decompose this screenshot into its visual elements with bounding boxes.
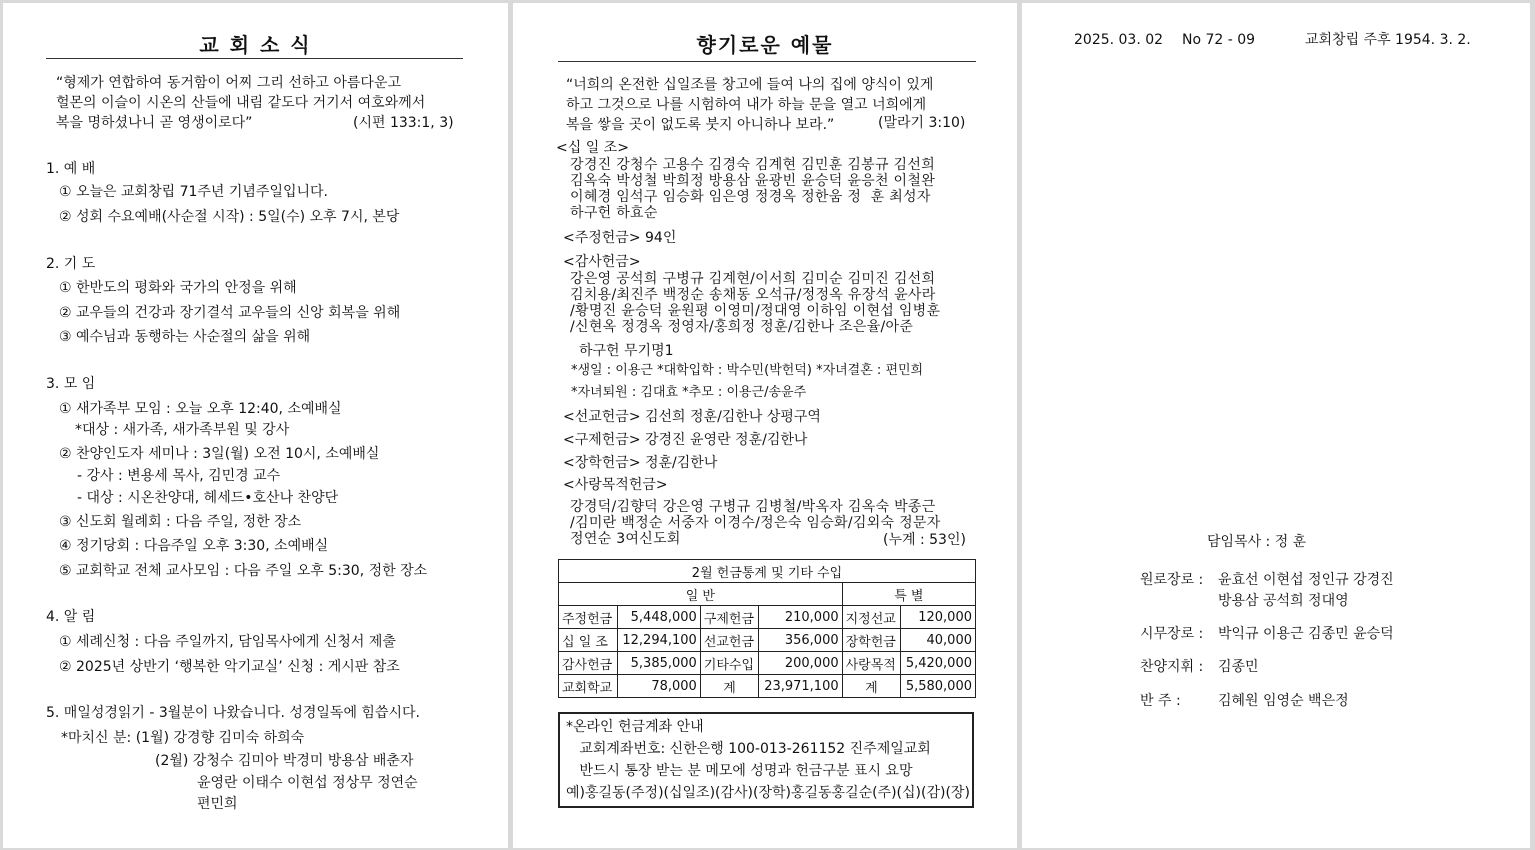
finished-feb-cont: 윤영란 이태수 이현섭 정상무 정연순 [197, 775, 418, 791]
meeting-line: ⑤ 교회학교 전체 교사모임 : 다음 주일 오후 5:30, 정한 장소 [59, 563, 428, 579]
title-divider [46, 58, 463, 59]
meeting-line: ② 찬양인도자 세미나 : 3일(월) 오전 10시, 소예배실 [59, 446, 380, 462]
accompanists: 김혜원 임영순 백은정 [1218, 693, 1349, 709]
offering-stats-table [558, 559, 976, 698]
accompanist-label: 반 주 : [1140, 693, 1181, 709]
special-header: 특 별 [842, 583, 975, 606]
elders-emeritus-label: 원로장로 : [1140, 572, 1204, 588]
special-offering-line: *자녀퇴원 : 김대효 *추모 : 이용근/송윤주 [571, 385, 807, 400]
special-offering-line: *생일 : 이용근 *대학입학 : 박수민(박헌덕) *자녀결혼 : 편민희 [571, 363, 924, 378]
meeting-line: ③ 신도회 월례회 : 다음 주일, 정한 장소 [59, 514, 302, 530]
meeting-line: ④ 정기당회 : 다음주일 오후 3:30, 소예배실 [59, 538, 329, 554]
section-prayer-title: 2. 기 도 [46, 256, 96, 272]
relief-offering: <구제헌금> 강경진 윤영란 정훈/김한나 [563, 432, 808, 448]
love-offering-total: (누계 : 53인) [883, 532, 966, 548]
table-cell: 지정선교 [842, 606, 901, 629]
table-cell: 356,000 [759, 629, 842, 652]
table-cell: 감사헌금 [559, 652, 618, 675]
notice-item: ① 세례신청 : 다음 주일까지, 담임목사에게 신청서 제출 [59, 634, 396, 650]
choir-director-label: 찬양지휘 : [1140, 659, 1204, 675]
thanks-names: 강은영 공석희 구병규 김계현/이서희 김미순 김미진 김선희 김치용/최진주 백정순 송채동 오석규/정정옥 유장석 윤사라 /황명진 윤승덕 윤원평 이영미/정대영 이하임 이현섭 임병훈 /신현옥 정경옥 정영자/홍희정 정훈/김한나 조은율/아준 [570, 271, 941, 335]
table-cell: 5,580,000 [901, 675, 976, 698]
love-offering-label: <사랑목적헌금> [563, 477, 668, 493]
table-cell: 5,448,000 [617, 606, 700, 629]
bulletin-date: 2025. 03. 02 [1074, 32, 1164, 48]
table-cell: 계 [700, 675, 759, 698]
church-info-panel [1022, 3, 1530, 848]
table-row [559, 652, 976, 675]
worship-item: ② 성회 수요예배(사순절 시작) : 5일(수) 오후 7시, 본당 [59, 209, 400, 225]
finished-feb: (2월) 강청수 김미아 박경미 방용삼 배춘자 [155, 753, 414, 769]
prayer-item: ① 한반도의 평화와 국가의 안정을 위해 [59, 280, 297, 296]
mission-offering: <선교헌금> 김선희 정훈/김한나 상평구역 [563, 409, 821, 425]
senior-pastor: 담임목사 : 정 훈 [1207, 534, 1307, 550]
meeting-line: ① 새가족부 모임 : 오늘 오후 12:40, 소예배실 [59, 401, 342, 417]
section-notice-title: 4. 알 림 [46, 609, 96, 625]
general-header: 일 반 [559, 583, 843, 606]
active-elders: 박익규 이용근 김종민 윤승덕 [1218, 626, 1394, 642]
love-offering-names: 강경덕/김향덕 강은영 구병규 김병철/박옥자 김옥숙 박종근 /김미란 백정순 서중자 이경수/정은숙 임승화/김외숙 정문자 정연순 3여신도회 [570, 499, 941, 547]
tithe-label: <십 일 조> [556, 140, 629, 156]
table-cell: 40,000 [901, 629, 976, 652]
table-row [559, 675, 976, 698]
table-cell: 사랑목적 [842, 652, 901, 675]
thanks-extra: 하구헌 무기명1 [579, 343, 674, 359]
table-cell: 기타수입 [700, 652, 759, 675]
bulletin-issue: No 72 - 09 [1182, 32, 1256, 48]
online-account-box: *온라인 헌금계좌 안내 교회계좌번호: 신한은행 100-013-261152 진주제일교회 반드시 통장 받는 분 메모에 성명과 헌금구분 표시 요망 예)홍길동(주정)(십일조)(감사)(장학)홍길동홍길순(주)(십)(감)(장) [558, 712, 974, 808]
church-news-panel [3, 3, 508, 848]
thanks-label: <감사헌금> [563, 254, 641, 270]
table-row [559, 606, 976, 629]
table-cell: 장학헌금 [842, 629, 901, 652]
table-cell: 78,000 [617, 675, 700, 698]
table-cell: 주정헌금 [559, 606, 618, 629]
tithe-names: 강경진 강청수 고용수 김경숙 김계현 김민훈 김봉규 김선희 김옥숙 박성철 박희정 방용삼 윤광빈 윤승덕 윤응천 이철완 이혜경 임석구 임승화 임은영 정경옥 정한움 정 훈 최성자 하구헌 하효순 [570, 157, 936, 221]
notice-item: ② 2025년 상반기 ‘행복한 악기교실’ 신청 : 게시판 참조 [59, 659, 400, 675]
elders-emeritus: 윤효선 이현섭 정인규 강경진 [1218, 572, 1394, 588]
psalm-verse-ref: (시편 133:1, 3) [353, 115, 454, 131]
meeting-line: - 강사 : 변용세 목사, 김민경 교수 [77, 468, 281, 484]
table-caption: 2월 헌금통계 및 기타 수입 [559, 560, 976, 583]
table-cell: 구제헌금 [700, 606, 759, 629]
elders-emeritus: 방용삼 공석희 정대영 [1218, 593, 1349, 609]
malachi-verse: “너희의 온전한 십일조를 창고에 들여 나의 집에 양식이 있게 하고 그것으로 나를 시험하여 내가 하늘 문을 열고 너희에게 복을 쌓을 곳이 없도록 붓지 아니하나 보라.” [566, 77, 934, 133]
choir-director: 김종민 [1218, 659, 1259, 675]
table-cell: 계 [842, 675, 901, 698]
table-cell: 5,420,000 [901, 652, 976, 675]
meeting-line: *대상 : 새가족, 새가족부원 및 강사 [75, 422, 290, 438]
table-cell: 십 일 조 [559, 629, 618, 652]
prayer-item: ③ 예수님과 동행하는 사순절의 삶을 위해 [59, 329, 311, 345]
table-cell: 120,000 [901, 606, 976, 629]
table-cell: 선교헌금 [700, 629, 759, 652]
offering-title: 향기로운 예물 [696, 33, 834, 57]
table-cell: 교회학교 [559, 675, 618, 698]
finished-feb-cont: 편민희 [197, 796, 238, 812]
weekly-offering: <주정헌금> 94인 [563, 230, 677, 246]
meeting-line: - 대상 : 시온찬양대, 헤세드•호산나 찬양단 [77, 490, 339, 506]
section-worship-title: 1. 예 배 [46, 161, 96, 177]
table-cell: 5,385,000 [617, 652, 700, 675]
scholarship-offering: <장학헌금> 정훈/김한나 [563, 455, 718, 471]
malachi-verse-ref: (말라기 3:10) [878, 115, 966, 131]
offering-panel [513, 3, 1017, 848]
table-row [559, 629, 976, 652]
worship-item: ① 오늘은 교회창립 71주년 기념주일입니다. [59, 184, 328, 200]
section-bible-reading: 5. 매일성경읽기 - 3월분이 나왔습니다. 성경일독에 힘씁시다. [46, 705, 420, 721]
table-cell: 23,971,100 [759, 675, 842, 698]
title-divider [558, 61, 976, 62]
active-elders-label: 시무장로 : [1140, 626, 1204, 642]
table-cell: 12,294,100 [617, 629, 700, 652]
section-meeting-title: 3. 모 임 [46, 376, 96, 392]
finished-jan: *마치신 분: (1월) 강경향 김미숙 하희숙 [61, 730, 305, 746]
table-cell: 200,000 [759, 652, 842, 675]
table-cell: 210,000 [759, 606, 842, 629]
prayer-item: ② 교우들의 건강과 장기결석 교우들의 신앙 회복을 위해 [59, 305, 401, 321]
church-news-title: 교 회 소 식 [199, 33, 312, 57]
psalm-verse: “형제가 연합하여 동거함이 어찌 그리 선하고 아름다운고 헐몬의 이슬이 시온의 산들에 내림 같도다 거기서 여호와께서 복을 명하셨나니 곧 영생이로다” [56, 75, 426, 131]
church-founded: 교회창립 주후 1954. 3. 2. [1305, 32, 1471, 48]
